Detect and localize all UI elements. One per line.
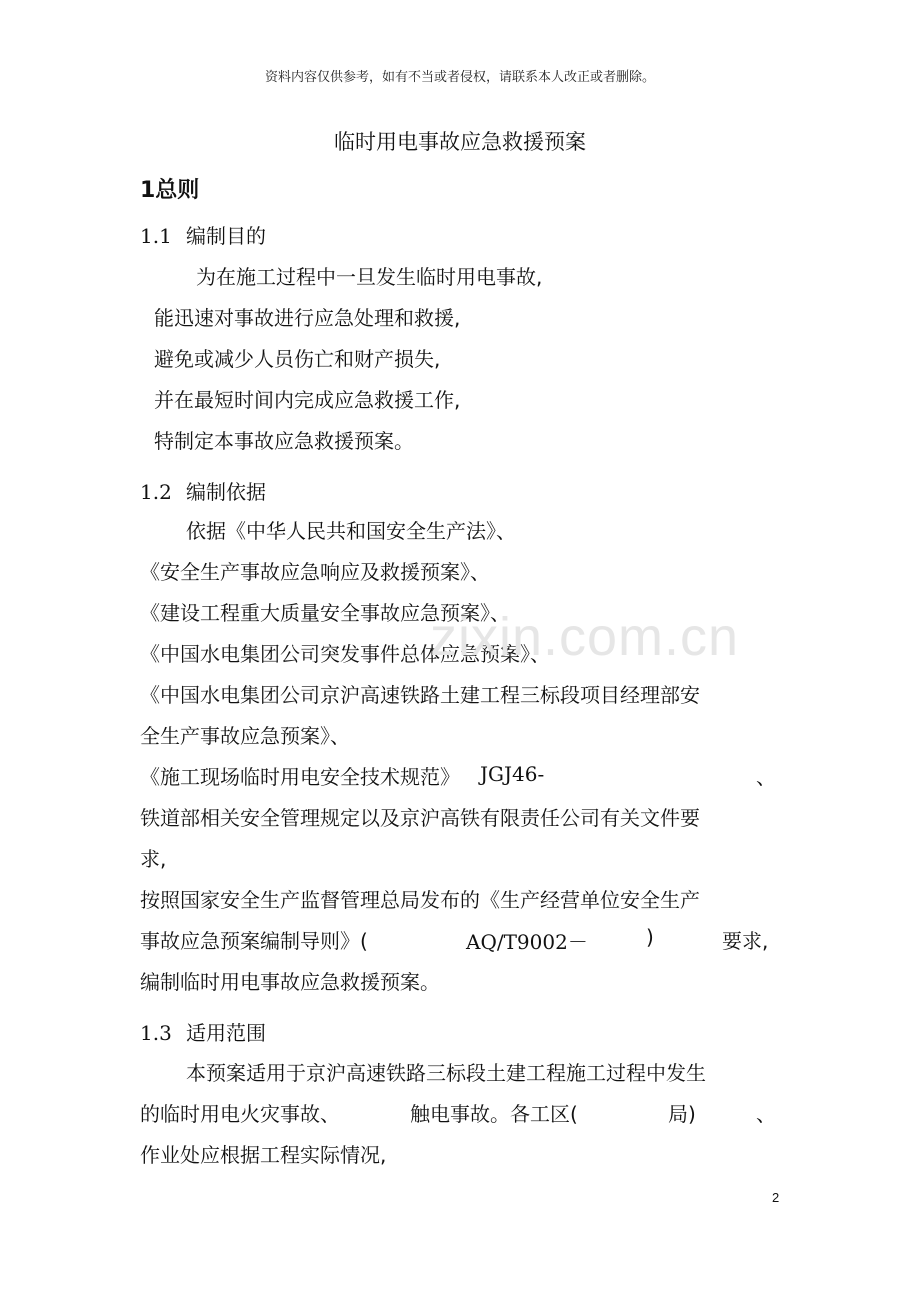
paragraph-line: 《安全生产事故应急响应及救援预案》、 [140,560,490,584]
guide-tail: 要求, [722,929,769,953]
paragraph-line: 《建设工程重大质量安全事故应急预案》、 [140,601,510,625]
guide-code: AQ/T9002－ [466,930,588,954]
standard-code: JGJ46- [480,762,545,786]
list-separator: 、 [756,765,776,789]
section-1-heading: 1总则 [140,178,200,203]
paragraph-line: 避免或减少人员伤亡和财产损失, [154,347,441,371]
watermark: zixin.com.cn [430,607,740,667]
paragraph-line: 编制临时用电事故应急救援预案。 [140,970,440,994]
paragraph-line: 本预案适用于京沪高速铁路三标段土建工程施工过程中发生 [186,1061,706,1085]
paragraph-line: 求, [140,847,167,871]
section-title: 适用范围 [186,1021,266,1045]
paragraph-line: 全生产事故应急预案》、 [140,724,350,748]
section-number: 1.2 [140,480,172,504]
page-number: 2 [772,1190,780,1205]
paragraph-line: 铁道部相关安全管理规定以及京沪高铁有限责任公司有关文件要 [140,806,700,830]
guide-title: 事故应急预案编制导则》( [140,929,368,953]
paragraph-line: 特制定本事故应急救援预案。 [154,429,414,453]
standard-title: 《施工现场临时用电安全技术规范》 [140,765,460,789]
paragraph-line: 能迅速对事故进行应急处理和救援, [154,306,461,330]
paragraph-fragment: 触电事故。各工区( [410,1102,578,1126]
list-separator: 、 [756,1102,776,1126]
section-1-2-heading [140,476,266,505]
paragraph-line: 的临时用电火灾事故、 [140,1102,340,1126]
paragraph-line: 为在施工过程中一旦发生临时用电事故, [196,265,543,289]
paragraph-line: 依据《中华人民共和国安全生产法》、 [186,519,516,543]
section-1-3-heading [140,1017,266,1046]
paragraph-line: 作业处应根据工程实际情况, [140,1143,387,1167]
section-number: 1.3 [140,1021,172,1045]
section-1-1-heading [140,220,266,249]
paragraph-line: 并在最短时间内完成应急救援工作, [154,388,461,412]
paragraph-line: 《中国水电集团公司京沪高速铁路土建工程三标段项目经理部安 [140,683,700,707]
section-title: 编制依据 [186,480,266,504]
paragraph-line: 《中国水电集团公司突发事件总体应急预案》、 [140,642,550,666]
section-title: 编制目的 [186,224,266,248]
guide-close-paren: ) [646,925,654,949]
section-number: 1.1 [140,224,172,248]
paragraph-line: 按照国家安全生产监督管理总局发布的《生产经营单位安全生产 [140,888,700,912]
paragraph-fragment: 局) [668,1102,696,1126]
disclaimer-header: 资料内容仅供参考，如有不当或者侵权，请联系本人改正或者删除。 [264,70,655,85]
document-title: 临时用电事故应急救援预案 [334,130,586,154]
